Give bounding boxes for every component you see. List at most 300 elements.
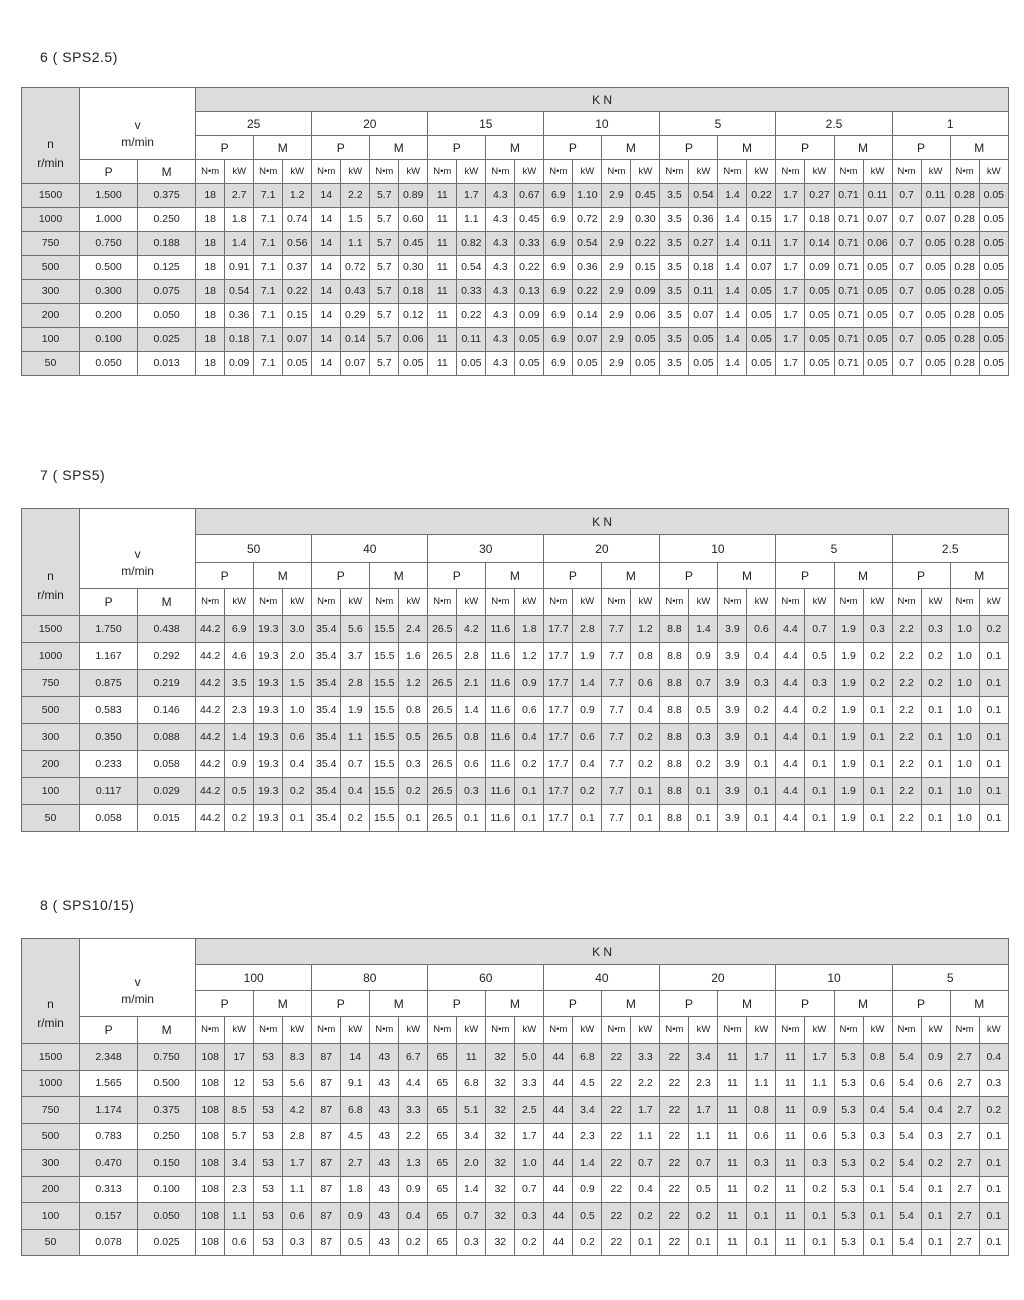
value-cell: 0.33 xyxy=(457,280,486,304)
kw-unit: kW xyxy=(399,589,428,616)
nm-unit: N•m xyxy=(950,1017,979,1044)
value-cell: 0.05 xyxy=(457,352,486,376)
value-cell: 1.1 xyxy=(341,724,370,751)
value-cell: 26.5 xyxy=(428,778,457,805)
value-cell: 2.2 xyxy=(631,1070,660,1097)
value-cell: 26.5 xyxy=(428,805,457,832)
vm-cell: 0.250 xyxy=(138,1123,196,1150)
p-header: P xyxy=(544,563,602,589)
kw-unit: kW xyxy=(747,1017,776,1044)
spec-table-sps5 xyxy=(21,508,1009,832)
value-cell: 0.37 xyxy=(283,256,312,280)
value-cell: 11 xyxy=(776,1150,805,1177)
nm-unit: N•m xyxy=(892,589,921,616)
value-cell: 0.05 xyxy=(979,280,1008,304)
value-cell: 0.9 xyxy=(399,1176,428,1203)
value-cell: 0.13 xyxy=(515,280,544,304)
value-cell: 0.05 xyxy=(921,328,950,352)
value-cell: 87 xyxy=(312,1176,341,1203)
value-cell: 14 xyxy=(312,280,341,304)
value-cell: 0.91 xyxy=(225,256,254,280)
section-title-6: 6 ( SPS2.5) xyxy=(40,49,118,65)
value-cell: 14 xyxy=(312,304,341,328)
value-cell: 17.7 xyxy=(544,805,573,832)
value-cell: 0.11 xyxy=(689,280,718,304)
value-cell: 0.3 xyxy=(399,751,428,778)
kw-unit: kW xyxy=(921,1017,950,1044)
m-header: M xyxy=(254,136,312,160)
value-cell: 0.4 xyxy=(341,778,370,805)
value-cell: 0.2 xyxy=(515,1229,544,1256)
value-cell: 108 xyxy=(196,1203,225,1230)
value-cell: 0.9 xyxy=(573,697,602,724)
kw-unit: kW xyxy=(341,1017,370,1044)
value-cell: 1.6 xyxy=(399,643,428,670)
value-cell: 2.7 xyxy=(950,1044,979,1071)
value-cell: 0.05 xyxy=(979,208,1008,232)
value-cell: 2.7 xyxy=(950,1203,979,1230)
value-cell: 18 xyxy=(196,304,225,328)
value-cell: 0.1 xyxy=(631,805,660,832)
nm-unit: N•m xyxy=(602,1017,631,1044)
value-cell: 1.1 xyxy=(805,1070,834,1097)
value-cell: 2.0 xyxy=(457,1150,486,1177)
value-cell: 11 xyxy=(776,1203,805,1230)
value-cell: 0.3 xyxy=(283,1229,312,1256)
value-cell: 0.28 xyxy=(950,280,979,304)
value-cell: 6.9 xyxy=(544,280,573,304)
load-header: 2.5 xyxy=(776,112,892,136)
nm-unit: N•m xyxy=(486,1017,515,1044)
v-p-header: P xyxy=(80,160,138,184)
value-cell: 14 xyxy=(312,256,341,280)
value-cell: 65 xyxy=(428,1097,457,1124)
nm-unit: N•m xyxy=(196,160,225,184)
n-cell: 300 xyxy=(22,724,80,751)
value-cell: 5.7 xyxy=(370,328,399,352)
value-cell: 0.22 xyxy=(515,256,544,280)
value-cell: 6.8 xyxy=(457,1070,486,1097)
load-header: 5 xyxy=(892,965,1008,991)
nm-unit: N•m xyxy=(196,589,225,616)
value-cell: 53 xyxy=(254,1070,283,1097)
value-cell: 5.0 xyxy=(515,1044,544,1071)
value-cell: 1.7 xyxy=(776,208,805,232)
value-cell: 0.15 xyxy=(747,208,776,232)
value-cell: 17 xyxy=(225,1044,254,1071)
value-cell: 0.18 xyxy=(399,280,428,304)
value-cell: 0.5 xyxy=(689,697,718,724)
value-cell: 0.2 xyxy=(921,643,950,670)
kw-unit: kW xyxy=(863,589,892,616)
value-cell: 108 xyxy=(196,1070,225,1097)
value-cell: 3.9 xyxy=(718,643,747,670)
value-cell: 0.9 xyxy=(573,1176,602,1203)
value-cell: 0.3 xyxy=(805,1150,834,1177)
value-cell: 7.1 xyxy=(254,352,283,376)
value-cell: 0.71 xyxy=(834,304,863,328)
table-row xyxy=(22,724,1009,751)
value-cell: 5.3 xyxy=(834,1229,863,1256)
nm-unit: N•m xyxy=(718,589,747,616)
value-cell: 0.7 xyxy=(805,616,834,643)
value-cell: 0.4 xyxy=(631,697,660,724)
value-cell: 1.0 xyxy=(950,805,979,832)
value-cell: 2.9 xyxy=(602,208,631,232)
v-m-header: M xyxy=(138,160,196,184)
value-cell: 11 xyxy=(718,1044,747,1071)
value-cell: 5.7 xyxy=(370,208,399,232)
value-cell: 0.1 xyxy=(283,805,312,832)
nm-unit: N•m xyxy=(254,589,283,616)
value-cell: 2.7 xyxy=(950,1150,979,1177)
table-row xyxy=(22,805,1009,832)
value-cell: 0.60 xyxy=(399,208,428,232)
value-cell: 1.7 xyxy=(515,1123,544,1150)
value-cell: 11 xyxy=(718,1203,747,1230)
value-cell: 1.4 xyxy=(225,724,254,751)
value-cell: 2.7 xyxy=(950,1097,979,1124)
value-cell: 0.67 xyxy=(515,184,544,208)
vp-cell: 0.078 xyxy=(80,1229,138,1256)
value-cell: 44 xyxy=(544,1044,573,1071)
value-cell: 4.3 xyxy=(486,328,515,352)
value-cell: 0.1 xyxy=(747,805,776,832)
vm-cell: 0.013 xyxy=(138,352,196,376)
value-cell: 15.5 xyxy=(370,697,399,724)
value-cell: 87 xyxy=(312,1044,341,1071)
p-header: P xyxy=(428,563,486,589)
nm-unit: N•m xyxy=(544,589,573,616)
value-cell: 0.29 xyxy=(341,304,370,328)
vm-cell: 0.375 xyxy=(138,1097,196,1124)
vp-cell: 1.500 xyxy=(80,184,138,208)
p-header: P xyxy=(544,991,602,1017)
value-cell: 0.5 xyxy=(689,1176,718,1203)
m-header: M xyxy=(254,991,312,1017)
spec-table-sps10-15 xyxy=(21,938,1009,1256)
p-header: P xyxy=(660,136,718,160)
value-cell: 0.6 xyxy=(457,751,486,778)
value-cell: 3.9 xyxy=(718,670,747,697)
value-cell: 0.4 xyxy=(399,1203,428,1230)
value-cell: 0.1 xyxy=(805,1203,834,1230)
value-cell: 22 xyxy=(660,1229,689,1256)
m-header: M xyxy=(950,136,1008,160)
value-cell: 0.1 xyxy=(921,778,950,805)
vm-cell: 0.375 xyxy=(138,184,196,208)
table-row xyxy=(22,232,1009,256)
m-header: M xyxy=(718,991,776,1017)
value-cell: 2.3 xyxy=(573,1123,602,1150)
vp-cell: 0.470 xyxy=(80,1150,138,1177)
value-cell: 7.7 xyxy=(602,724,631,751)
value-cell: 1.4 xyxy=(718,256,747,280)
kw-unit: kW xyxy=(921,589,950,616)
kw-unit: kW xyxy=(457,160,486,184)
load-header: 20 xyxy=(660,965,776,991)
value-cell: 22 xyxy=(602,1229,631,1256)
load-header: 40 xyxy=(544,965,660,991)
value-cell: 7.1 xyxy=(254,184,283,208)
value-cell: 2.9 xyxy=(602,352,631,376)
kw-unit: kW xyxy=(341,160,370,184)
table-row xyxy=(22,1203,1009,1230)
value-cell: 0.22 xyxy=(283,280,312,304)
value-cell: 0.45 xyxy=(399,232,428,256)
vm-cell: 0.015 xyxy=(138,805,196,832)
value-cell: 2.8 xyxy=(341,670,370,697)
table-row xyxy=(22,352,1009,376)
value-cell: 11.6 xyxy=(486,724,515,751)
value-cell: 0.5 xyxy=(399,724,428,751)
value-cell: 1.9 xyxy=(834,670,863,697)
value-cell: 65 xyxy=(428,1070,457,1097)
value-cell: 22 xyxy=(602,1123,631,1150)
kw-unit: kW xyxy=(631,1017,660,1044)
nm-unit: N•m xyxy=(834,160,863,184)
value-cell: 4.5 xyxy=(341,1123,370,1150)
value-cell: 0.89 xyxy=(399,184,428,208)
table-row xyxy=(22,1097,1009,1124)
value-cell: 1.0 xyxy=(950,643,979,670)
v-header xyxy=(80,939,196,1017)
n-header xyxy=(22,88,80,184)
value-cell: 4.4 xyxy=(776,778,805,805)
value-cell: 0.4 xyxy=(863,1097,892,1124)
value-cell: 0.2 xyxy=(631,751,660,778)
load-header: 40 xyxy=(312,535,428,563)
value-cell: 8.8 xyxy=(660,778,689,805)
value-cell: 2.2 xyxy=(892,670,921,697)
value-cell: 5.4 xyxy=(892,1176,921,1203)
section-title-7: 7 ( SPS5) xyxy=(40,467,106,483)
kw-unit: kW xyxy=(225,1017,254,1044)
value-cell: 4.2 xyxy=(283,1097,312,1124)
value-cell: 0.22 xyxy=(631,232,660,256)
value-cell: 35.4 xyxy=(312,805,341,832)
value-cell: 0.05 xyxy=(921,256,950,280)
value-cell: 4.3 xyxy=(486,208,515,232)
p-header: P xyxy=(892,563,950,589)
value-cell: 2.2 xyxy=(892,616,921,643)
value-cell: 0.05 xyxy=(747,304,776,328)
value-cell: 0.1 xyxy=(863,805,892,832)
value-cell: 8.8 xyxy=(660,670,689,697)
vp-cell: 1.565 xyxy=(80,1070,138,1097)
kn-header: K N xyxy=(196,88,1009,112)
value-cell: 5.4 xyxy=(892,1123,921,1150)
value-cell: 0.54 xyxy=(225,280,254,304)
value-cell: 3.4 xyxy=(457,1123,486,1150)
value-cell: 1.7 xyxy=(776,184,805,208)
value-cell: 0.2 xyxy=(399,1229,428,1256)
value-cell: 0.6 xyxy=(631,670,660,697)
value-cell: 0.1 xyxy=(863,778,892,805)
table-row xyxy=(22,1229,1009,1256)
value-cell: 1.0 xyxy=(283,697,312,724)
value-cell: 0.2 xyxy=(631,1203,660,1230)
p-header: P xyxy=(428,136,486,160)
nm-unit: N•m xyxy=(370,589,399,616)
value-cell: 1.0 xyxy=(950,751,979,778)
value-cell: 0.05 xyxy=(283,352,312,376)
value-cell: 0.05 xyxy=(805,280,834,304)
value-cell: 0.28 xyxy=(950,256,979,280)
value-cell: 12 xyxy=(225,1070,254,1097)
value-cell: 19.3 xyxy=(254,670,283,697)
load-header: 5 xyxy=(776,535,892,563)
value-cell: 8.5 xyxy=(225,1097,254,1124)
value-cell: 1.4 xyxy=(457,1176,486,1203)
kw-unit: kW xyxy=(283,589,312,616)
value-cell: 5.6 xyxy=(341,616,370,643)
value-cell: 1.4 xyxy=(573,1150,602,1177)
v-p-header: P xyxy=(80,589,138,616)
value-cell: 11 xyxy=(776,1070,805,1097)
value-cell: 15.5 xyxy=(370,751,399,778)
n-cell: 500 xyxy=(22,697,80,724)
load-header: 25 xyxy=(196,112,312,136)
nm-unit: N•m xyxy=(776,1017,805,1044)
nm-unit: N•m xyxy=(660,160,689,184)
value-cell: 65 xyxy=(428,1229,457,1256)
value-cell: 1.7 xyxy=(776,328,805,352)
value-cell: 1.9 xyxy=(834,751,863,778)
kw-unit: kW xyxy=(747,160,776,184)
value-cell: 3.5 xyxy=(660,304,689,328)
value-cell: 53 xyxy=(254,1044,283,1071)
value-cell: 19.3 xyxy=(254,616,283,643)
value-cell: 0.1 xyxy=(979,670,1008,697)
value-cell: 43 xyxy=(370,1203,399,1230)
value-cell: 26.5 xyxy=(428,697,457,724)
value-cell: 19.3 xyxy=(254,805,283,832)
value-cell: 43 xyxy=(370,1097,399,1124)
table-row xyxy=(22,256,1009,280)
value-cell: 2.7 xyxy=(341,1150,370,1177)
value-cell: 11.6 xyxy=(486,805,515,832)
value-cell: 7.7 xyxy=(602,616,631,643)
value-cell: 0.1 xyxy=(921,1229,950,1256)
value-cell: 32 xyxy=(486,1097,515,1124)
vp-cell: 0.233 xyxy=(80,751,138,778)
kn-header: K N xyxy=(196,939,1009,965)
value-cell: 0.3 xyxy=(979,1070,1008,1097)
value-cell: 44 xyxy=(544,1070,573,1097)
value-cell: 4.3 xyxy=(486,184,515,208)
kw-unit: kW xyxy=(921,160,950,184)
value-cell: 44 xyxy=(544,1176,573,1203)
value-cell: 2.1 xyxy=(457,670,486,697)
value-cell: 32 xyxy=(486,1123,515,1150)
value-cell: 44 xyxy=(544,1123,573,1150)
value-cell: 0.11 xyxy=(747,232,776,256)
value-cell: 0.71 xyxy=(834,256,863,280)
value-cell: 0.07 xyxy=(863,208,892,232)
value-cell: 53 xyxy=(254,1097,283,1124)
value-cell: 0.1 xyxy=(921,751,950,778)
value-cell: 0.07 xyxy=(573,328,602,352)
value-cell: 3.5 xyxy=(660,352,689,376)
value-cell: 11.6 xyxy=(486,616,515,643)
kw-unit: kW xyxy=(979,160,1008,184)
value-cell: 4.4 xyxy=(776,643,805,670)
value-cell: 0.8 xyxy=(631,643,660,670)
value-cell: 6.9 xyxy=(544,208,573,232)
table-row xyxy=(22,1044,1009,1071)
value-cell: 44.2 xyxy=(196,616,225,643)
value-cell: 0.6 xyxy=(283,724,312,751)
value-cell: 17.7 xyxy=(544,724,573,751)
value-cell: 1.7 xyxy=(776,280,805,304)
value-cell: 5.7 xyxy=(370,184,399,208)
value-cell: 0.1 xyxy=(457,805,486,832)
value-cell: 44.2 xyxy=(196,751,225,778)
table-row xyxy=(22,1070,1009,1097)
kw-unit: kW xyxy=(979,1017,1008,1044)
value-cell: 0.1 xyxy=(863,1203,892,1230)
v-label: v xyxy=(134,547,141,561)
value-cell: 0.3 xyxy=(747,1150,776,1177)
value-cell: 108 xyxy=(196,1150,225,1177)
value-cell: 65 xyxy=(428,1123,457,1150)
value-cell: 0.54 xyxy=(457,256,486,280)
n-cell: 100 xyxy=(22,328,80,352)
table-row xyxy=(22,1150,1009,1177)
value-cell: 0.12 xyxy=(399,304,428,328)
value-cell: 2.9 xyxy=(602,280,631,304)
value-cell: 0.3 xyxy=(689,724,718,751)
value-cell: 0.27 xyxy=(805,184,834,208)
value-cell: 2.7 xyxy=(225,184,254,208)
vp-cell: 1.750 xyxy=(80,616,138,643)
value-cell: 0.1 xyxy=(921,724,950,751)
value-cell: 0.1 xyxy=(631,778,660,805)
value-cell: 1.0 xyxy=(950,670,979,697)
value-cell: 22 xyxy=(602,1070,631,1097)
m-header: M xyxy=(950,991,1008,1017)
value-cell: 0.6 xyxy=(863,1070,892,1097)
value-cell: 26.5 xyxy=(428,643,457,670)
m-header: M xyxy=(718,563,776,589)
kw-unit: kW xyxy=(979,589,1008,616)
value-cell: 18 xyxy=(196,184,225,208)
n-cell: 750 xyxy=(22,232,80,256)
nm-unit: N•m xyxy=(834,589,863,616)
p-header: P xyxy=(312,563,370,589)
value-cell: 1.1 xyxy=(689,1123,718,1150)
value-cell: 26.5 xyxy=(428,616,457,643)
value-cell: 0.6 xyxy=(225,1229,254,1256)
nm-unit: N•m xyxy=(776,160,805,184)
value-cell: 5.7 xyxy=(370,304,399,328)
value-cell: 19.3 xyxy=(254,778,283,805)
value-cell: 1.7 xyxy=(776,256,805,280)
vp-cell: 0.157 xyxy=(80,1203,138,1230)
value-cell: 4.4 xyxy=(776,670,805,697)
value-cell: 0.06 xyxy=(399,328,428,352)
load-header: 5 xyxy=(660,112,776,136)
value-cell: 1.7 xyxy=(776,352,805,376)
kw-unit: kW xyxy=(747,589,776,616)
value-cell: 1.1 xyxy=(631,1123,660,1150)
value-cell: 0.05 xyxy=(921,232,950,256)
value-cell: 3.9 xyxy=(718,805,747,832)
n-cell: 200 xyxy=(22,1176,80,1203)
value-cell: 0.8 xyxy=(457,724,486,751)
nm-unit: N•m xyxy=(892,1017,921,1044)
